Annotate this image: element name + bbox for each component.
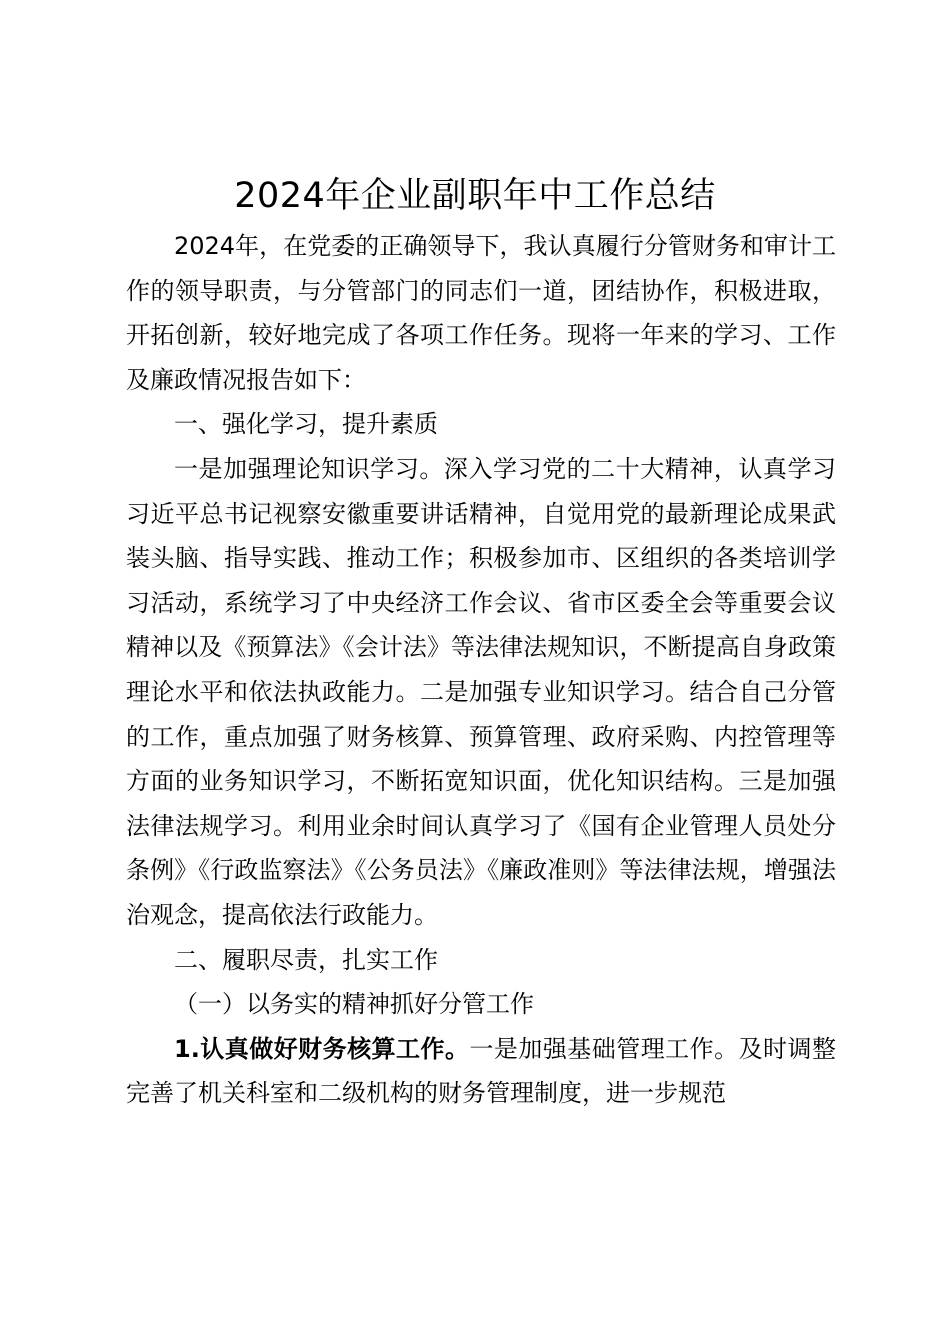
section-1-paragraph: 一是加强理论知识学习。深入学习党的二十大精神，认真学习习近平总书记视察安徽重要讲话精神，自觉用党的最新理论成果武装头脑、指导实践、推动工作；积极参加市、区组织的各类培训学习活动，系统学习了中央经济工作会议、省市区委全会等重要会议精神以及《预算法》《会计法》等法律法规知识，不断提高自身政策理论水平和依法执政能力。二是加强专业知识学习。结合自己分管的工作，重点加强了财务核算、预算管理、政府采购、内控管理等方面的业务知识学习，不断拓宽知识面，优化知识结构。三是加强法律法规学习。利用业余时间认真学习了《国有企业管理人员处分条例》《行政监察法》《公务员法》《廉政准则》等法律法规，增强法治观念，提高依法行政能力。 [126, 454, 836, 929]
subsection-heading-1: （一）以务实的精神抓好分管工作 [174, 990, 534, 1019]
item-1-paragraph [126, 1027, 836, 1116]
item-1-title: 1.认真做好财务核算工作。 [174, 1034, 470, 1063]
intro-paragraph: 2024年，在党委的正确领导下，我认真履行分管财务和审计工作的领导职责，与分管部门的同志们一道，团结协作，积极进取，开拓创新，较好地完成了各项工作任务。现将一年来的学习、工作及廉政情况报告如下： [126, 232, 836, 394]
document-body [126, 224, 836, 1116]
item-1-text: 一是加强基础管理工作。及时调整完善了机关科室和二级机构的财务管理制度，进一步规范 [126, 1034, 836, 1108]
document-title: 2024年企业副职年中工作总结 [234, 176, 716, 216]
section-heading-2: 二、履职尽责，扎实工作 [174, 945, 438, 974]
section-heading-1: 一、强化学习，提升素质 [174, 410, 438, 439]
